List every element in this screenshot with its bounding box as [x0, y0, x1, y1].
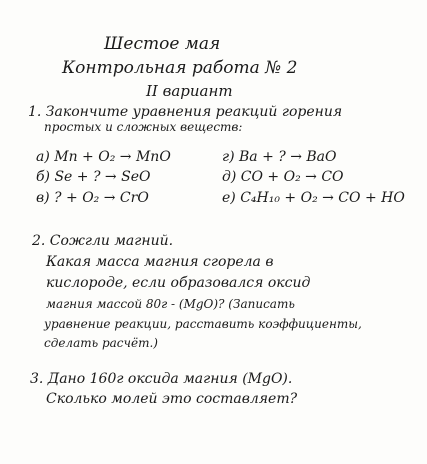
equation-v: в) ? + O₂ → CrO [36, 190, 149, 206]
date-line: Шестое мая [104, 34, 221, 54]
equation-e: е) C₄H₁₀ + O₂ → CO + HO [222, 190, 405, 206]
task2-line-1: Какая масса магния сгорела в [46, 254, 274, 270]
task2-line-2: кислороде, если образовался оксид [46, 275, 311, 291]
task1-heading: 1. Закончите уравнения реакций горения [28, 104, 343, 120]
equation-a: а) Mn + O₂ → MnO [36, 149, 171, 165]
task1-heading-cont: простых и сложных веществ: [44, 120, 243, 134]
task3-line-1: 3. Дано 160г оксида магния (MgO). [30, 371, 293, 387]
equation-g: г) Ba + ? → BaO [222, 149, 337, 165]
task2-line-5: сделать расчёт.) [44, 336, 158, 350]
equation-b: б) Se + ? → SeO [36, 169, 151, 185]
task2-heading: 2. Сожгли магний. [32, 233, 174, 249]
equation-d: д) CO + O₂ → CO [222, 169, 344, 185]
test-title: Контрольная работа № 2 [62, 58, 298, 78]
task2-line-3: магния массой 80г - (MgO)? (Записать [46, 297, 295, 311]
variant-label: II вариант [146, 82, 233, 100]
task2-line-4: уравнение реакции, расставить коэффициенты, [44, 317, 362, 331]
task3-line-2: Сколько молей это составляет? [46, 391, 298, 407]
